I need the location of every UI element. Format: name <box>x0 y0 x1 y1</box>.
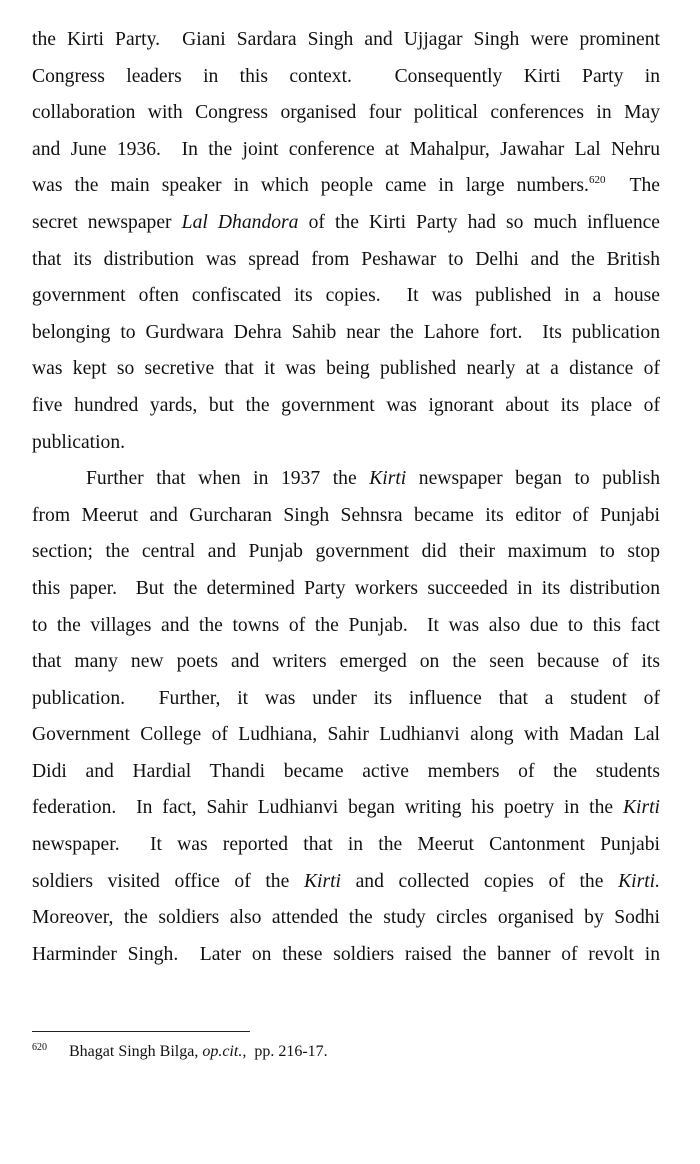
text-run: collaboration with Congress organised four political conferences in May <box>32 102 660 124</box>
text-run: Government College of Ludhiana, Sahir Ludhianvi along with Madan Lal <box>32 724 660 746</box>
footnote-separator <box>32 1031 250 1032</box>
footnote-reference: 620 <box>588 174 606 187</box>
text-run: The <box>605 175 660 197</box>
text-line <box>32 461 660 498</box>
footnote-author: Bhagat Singh Bilga, <box>69 1043 203 1060</box>
text-line <box>32 95 660 132</box>
text-line <box>32 59 660 96</box>
text-line <box>32 644 660 681</box>
italic-title: Kirti <box>369 468 407 490</box>
italic-title: Lal Dhandora <box>181 211 299 233</box>
text-line <box>32 132 660 169</box>
text-line <box>32 22 660 59</box>
document-body <box>32 22 660 973</box>
text-line <box>32 790 660 827</box>
footnote-number: 620 <box>32 1042 47 1053</box>
text-run: Moreover, the soldiers also attended the study circles organised by Sodhi <box>32 907 660 929</box>
text-run: newspaper. It was reported that in the Meerut Cantonment Punjabi <box>32 834 660 856</box>
text-run: of the Kirti Party had so much influence <box>298 211 661 233</box>
paragraph <box>32 22 660 461</box>
text-line <box>32 754 660 791</box>
text-run: that many new poets and writers emerged on the seen because of its <box>32 651 660 673</box>
text-run: was the main speaker in which people came in large numbers. <box>32 175 589 197</box>
text-line <box>32 351 660 388</box>
text-run: publication. <box>32 431 126 453</box>
text-run: and collected copies of the <box>340 870 619 892</box>
text-run: to the villages and the towns of the Punjab. It was also due to this fact <box>32 614 660 636</box>
text-line <box>32 205 660 242</box>
italic-title: Kirti. <box>618 870 660 892</box>
text-run: Harminder Singh. Later on these soldiers raised the banner of revolt in <box>32 943 660 965</box>
footnote-pages: pp. 216-17. <box>246 1043 328 1060</box>
text-line <box>32 827 660 864</box>
footnote-italic: op.cit., <box>202 1043 247 1060</box>
text-line <box>32 717 660 754</box>
italic-title: Kirti <box>622 797 660 819</box>
text-run: the Kirti Party. Giani Sardara Singh and Ujjagar Singh were prominent <box>32 29 660 50</box>
text-line <box>32 608 660 645</box>
text-run: secret newspaper <box>32 211 182 233</box>
text-line <box>32 498 660 535</box>
text-run: that its distribution was spread from Peshawar to Delhi and the British <box>32 248 660 270</box>
text-line <box>32 168 660 205</box>
text-run: was kept so secretive that it was being published nearly at a distance of <box>32 358 660 380</box>
text-run: and June 1936. In the joint conference at Mahalpur, Jawahar Lal Nehru <box>32 138 660 160</box>
text-line <box>32 388 660 425</box>
text-run: Congress leaders in this context. Consequently Kirti Party in <box>32 65 660 87</box>
italic-title: Kirti <box>303 870 341 892</box>
text-run: from Meerut and Gurcharan Singh Sehnsra became its editor of Punjabi <box>32 504 660 526</box>
text-run: publication. Further, it was under its influence that a student of <box>32 687 660 709</box>
text-line <box>32 571 660 608</box>
text-line <box>32 681 660 718</box>
text-line <box>32 864 660 901</box>
text-run: government often confiscated its copies. It was published in a house <box>32 285 660 307</box>
paragraph <box>32 461 660 973</box>
footnote <box>32 1040 328 1066</box>
text-run: Didi and Hardial Thandi became active members of the students <box>32 760 660 782</box>
text-run: soldiers visited office of the <box>32 870 304 892</box>
text-run: section; the central and Punjab government did their maximum to stop <box>32 541 660 563</box>
text-run: belonging to Gurdwara Dehra Sahib near the Lahore fort. Its publication <box>32 321 660 343</box>
text-run: Further that when in 1937 the <box>86 468 370 490</box>
text-run: federation. In fact, Sahir Ludhianvi began writing his poetry in the <box>32 797 623 819</box>
text-run: five hundred yards, but the government was ignorant about its place of <box>32 394 660 416</box>
text-line <box>32 534 660 571</box>
text-line <box>32 315 660 352</box>
text-line <box>32 278 660 315</box>
text-run: this paper. But the determined Party workers succeeded in its distribution <box>32 577 660 599</box>
text-line <box>32 937 660 974</box>
text-line <box>32 242 660 279</box>
text-line <box>32 425 660 462</box>
text-run: newspaper began to publish <box>406 468 660 490</box>
text-line <box>32 900 660 937</box>
